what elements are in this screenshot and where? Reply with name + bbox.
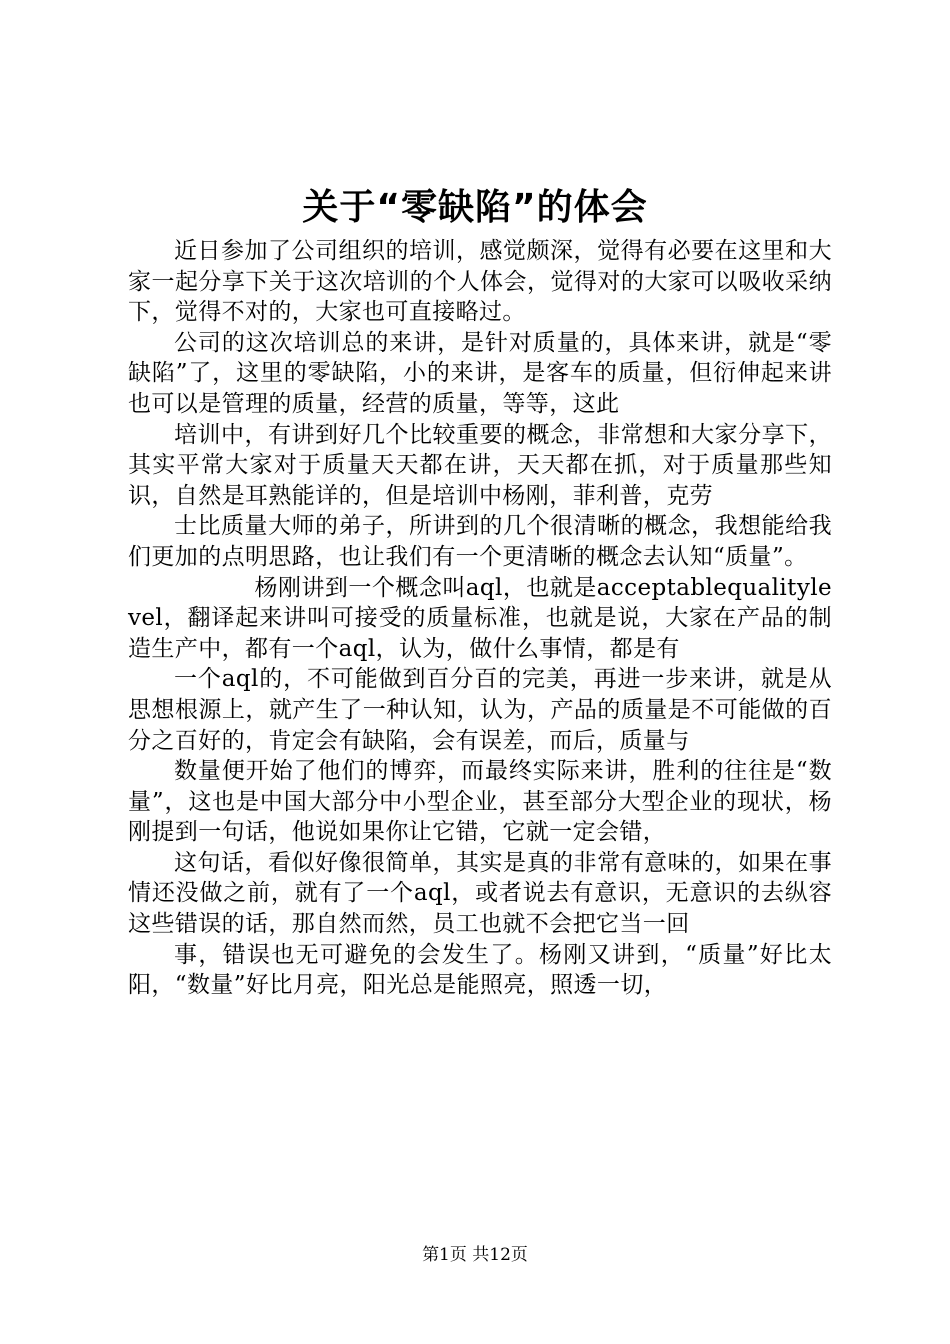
- paragraph: 这句话，看似好像很简单，其实是真的非常有意味的，如果在事情还没做之前，就有了一个aql，或者说去有意识，无意识的去纵容这些错误的话，那自然而然，员工也就不会把它当一回: [128, 849, 832, 938]
- paragraph: 培训中，有讲到好几个比较重要的概念，非常想和大家分享下，其实平常大家对于质量天天都在讲，天天都在抓，对于质量那些知识，自然是耳熟能详的，但是培训中杨刚，菲利普，克劳: [128, 421, 832, 509]
- paragraph: 事，错误也无可避免的会发生了。杨刚又讲到，“质量”好比太阳，“数量”好比月亮，阳光总是能照亮，照透一切，: [128, 941, 832, 999]
- paragraph: 近日参加了公司组织的培训，感觉颇深，觉得有必要在这里和大家一起分享下关于这次培训的个人体会，觉得对的大家可以吸收采纳下，觉得不对的，大家也可直接略过。: [128, 238, 832, 326]
- document-title: 关于“零缺陷”的体会: [302, 187, 648, 228]
- paragraph: 公司的这次培训总的来讲，是针对质量的，具体来讲，就是“零缺陷”了，这里的零缺陷，小的来讲，是客车的质量，但衍伸起来讲也可以是管理的质量，经营的质量，等等，这此: [128, 329, 832, 417]
- paragraph: 杨刚讲到一个概念叫aql，也就是acceptablequalitylevel，翻译起来讲叫可接受的质量标准，也就是说，大家在产品的制造生产中，都有一个aql，认为，做什么事情，都是有: [128, 574, 832, 662]
- paragraph: 数量便开始了他们的博弈，而最终实际来讲，胜利的往往是“数量”，这也是中国大部分中小型企业，甚至部分大型企业的现状，杨刚提到一句话，他说如果你让它错，它就一定会错，: [128, 758, 832, 846]
- paragraph: 一个aql的，不可能做到百分百的完美，再进一步来讲，就是从思想根源上，就产生了一种认知，认为，产品的质量是不可能做的百分之百好的，肯定会有缺陷，会有误差，而后，质量与: [128, 666, 832, 754]
- page-footer: 第1页 共12页: [422, 1245, 528, 1265]
- paragraph: 士比质量大师的弟子，所讲到的几个很清晰的概念，我想能给我们更加的点明思路，也让我们有一个更清晰的概念去认知“质量”。: [128, 513, 832, 570]
- document-body: [128, 236, 832, 1001]
